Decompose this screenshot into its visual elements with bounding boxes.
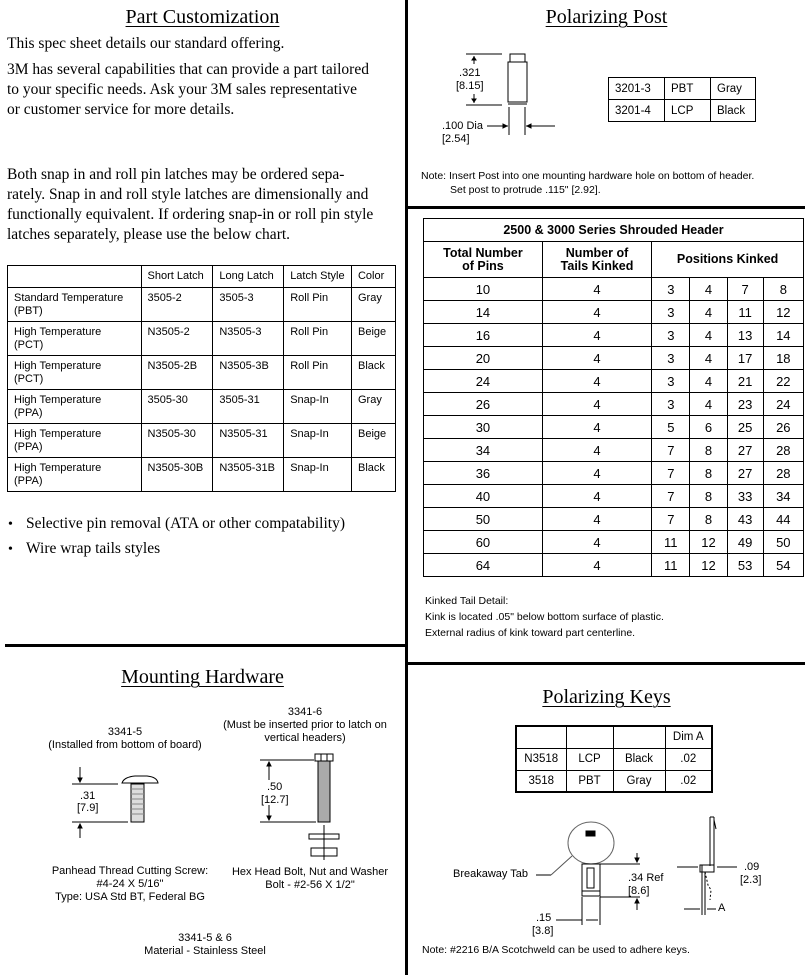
total-pins-cell: 24 bbox=[424, 370, 543, 393]
short-latch-cell: N3505-2B bbox=[141, 356, 213, 390]
polarizing-post-title: Polarizing Post bbox=[545, 6, 668, 28]
position-cell: 49 bbox=[727, 531, 763, 554]
total-pins-cell: 10 bbox=[424, 278, 543, 301]
type-line: Standard Temperature bbox=[14, 292, 124, 304]
color-cell: Gray bbox=[711, 78, 756, 100]
screw-note: (Installed from bottom of board) bbox=[48, 739, 202, 751]
bolt-note-line: (Must be inserted prior to latch on bbox=[223, 719, 387, 731]
table-caption: 2500 & 3000 Series Shrouded Header bbox=[424, 219, 804, 242]
total-pins-cell: 36 bbox=[424, 462, 543, 485]
long-latch-cell: 3505-3 bbox=[213, 288, 284, 322]
position-cell: 43 bbox=[727, 508, 763, 531]
color-cell: Beige bbox=[351, 424, 395, 458]
dim-inch: .50 bbox=[267, 781, 283, 793]
tails-kinked-cell: 4 bbox=[542, 462, 651, 485]
tails-kinked-cell: 4 bbox=[542, 508, 651, 531]
capabilities-line: 3M has several capabilities that can provide a part tailored bbox=[7, 61, 369, 78]
position-cell: 18 bbox=[763, 347, 803, 370]
latch-style-cell: Roll Pin bbox=[284, 322, 352, 356]
part-cell: N3518 bbox=[516, 748, 566, 770]
dim-inch: .321 bbox=[459, 67, 481, 79]
material-line: Material - Stainless Steel bbox=[144, 945, 266, 957]
type-line: (PCT) bbox=[14, 339, 44, 351]
type-line: (PPA) bbox=[14, 475, 43, 487]
part-cell: 3518 bbox=[516, 770, 566, 792]
type-line: (PCT) bbox=[14, 373, 44, 385]
position-cell: 5 bbox=[652, 416, 690, 439]
position-cell: 4 bbox=[690, 278, 727, 301]
long-latch-cell: N3505-31B bbox=[213, 458, 284, 492]
screw-desc-line: #4-24 X 5/16" bbox=[96, 878, 164, 890]
position-cell: 7 bbox=[727, 278, 763, 301]
screw-desc-line: Panhead Thread Cutting Screw: bbox=[51, 865, 209, 877]
tails-kinked-cell: 4 bbox=[542, 439, 651, 462]
position-cell: 3 bbox=[652, 393, 690, 416]
kink-detail-line: External radius of kink toward part centerline. bbox=[425, 627, 636, 639]
part-cell: 3201-4 bbox=[609, 100, 665, 122]
latch-style-cell: Roll Pin bbox=[284, 288, 352, 322]
type-line: (PPA) bbox=[14, 441, 43, 453]
long-latch-cell: N3505-3 bbox=[213, 322, 284, 356]
header-cell: Latch Style bbox=[284, 266, 352, 288]
key-side-dimension bbox=[740, 861, 761, 887]
position-cell: 13 bbox=[727, 324, 763, 347]
header-cell: Short Latch bbox=[141, 266, 213, 288]
total-pins-cell: 34 bbox=[424, 439, 543, 462]
position-cell: 12 bbox=[690, 554, 727, 577]
total-pins-cell: 30 bbox=[424, 416, 543, 439]
part-customization-title: Part Customization bbox=[125, 6, 280, 28]
position-cell: 3 bbox=[652, 370, 690, 393]
position-cell: 11 bbox=[727, 301, 763, 324]
dim-inch: .31 bbox=[80, 790, 96, 802]
color-cell: Gray bbox=[613, 770, 665, 792]
color-cell: Black bbox=[711, 100, 756, 122]
material-cell: LCP bbox=[566, 748, 613, 770]
total-pins-cell: 64 bbox=[424, 554, 543, 577]
intro-text: This spec sheet details our standard offering. bbox=[7, 35, 285, 52]
position-cell: 27 bbox=[727, 462, 763, 485]
color-cell: Gray bbox=[351, 288, 395, 322]
tails-kinked-cell: 4 bbox=[542, 324, 651, 347]
dim-inch: .09 bbox=[744, 861, 760, 873]
screw-part-number: 3341-5 bbox=[107, 726, 143, 738]
screw-desc-line: Type: USA Std BT, Federal BG bbox=[55, 891, 205, 903]
type-line: (PBT) bbox=[14, 305, 43, 317]
position-cell: 23 bbox=[727, 393, 763, 416]
latches-line: Both snap in and roll pin latches may be ordered sepa- bbox=[7, 166, 345, 183]
latch-style-cell: Snap-In bbox=[284, 458, 352, 492]
tails-kinked-cell: 4 bbox=[542, 301, 651, 324]
header-cell: Dim A bbox=[665, 726, 712, 748]
header-line: Number of bbox=[565, 245, 629, 260]
position-cell: 3 bbox=[652, 301, 690, 324]
latch-style-cell: Snap-In bbox=[284, 390, 352, 424]
position-cell: 12 bbox=[690, 531, 727, 554]
position-cell: 3 bbox=[652, 324, 690, 347]
position-cell: 3 bbox=[652, 347, 690, 370]
type-line: High Temperature bbox=[14, 428, 102, 440]
tails-kinked-cell: 4 bbox=[542, 370, 651, 393]
total-pins-cell: 16 bbox=[424, 324, 543, 347]
position-cell: 8 bbox=[690, 508, 727, 531]
long-latch-cell: 3505-31 bbox=[213, 390, 284, 424]
position-cell: 8 bbox=[690, 462, 727, 485]
key-width-dimension bbox=[532, 912, 553, 938]
color-cell: Black bbox=[351, 356, 395, 390]
total-pins-cell: 20 bbox=[424, 347, 543, 370]
position-cell: 3 bbox=[652, 278, 690, 301]
position-cell: 8 bbox=[763, 278, 803, 301]
tails-kinked-cell: 4 bbox=[542, 531, 651, 554]
bullet-item: • Selective pin removal (ATA or other compatability) bbox=[8, 512, 345, 537]
mounting-hardware-title: Mounting Hardware bbox=[121, 666, 284, 688]
dim-a-label: A bbox=[718, 902, 726, 914]
dim-mm: [3.8] bbox=[532, 925, 554, 937]
dim-mm: [8.6] bbox=[628, 885, 650, 897]
position-cell: 24 bbox=[763, 393, 803, 416]
material-cell: PBT bbox=[665, 78, 711, 100]
position-cell: 12 bbox=[763, 301, 803, 324]
material-cell: PBT bbox=[566, 770, 613, 792]
position-cell: 53 bbox=[727, 554, 763, 577]
position-cell: 26 bbox=[763, 416, 803, 439]
bolt-part-number: 3341-6 bbox=[287, 706, 323, 718]
color-cell: Black bbox=[351, 458, 395, 492]
tails-kinked-cell: 4 bbox=[542, 278, 651, 301]
short-latch-cell: N3505-30B bbox=[141, 458, 213, 492]
position-cell: 22 bbox=[763, 370, 803, 393]
long-latch-cell: N3505-3B bbox=[213, 356, 284, 390]
total-pins-cell: 60 bbox=[424, 531, 543, 554]
polarizing-keys-title: Polarizing Keys bbox=[542, 686, 671, 708]
position-cell: 4 bbox=[690, 324, 727, 347]
header-line: of Pins bbox=[462, 258, 504, 273]
dim-mm: [12.7] bbox=[261, 794, 289, 806]
position-cell: 11 bbox=[652, 554, 690, 577]
position-cell: 4 bbox=[690, 393, 727, 416]
latches-line: latches separately, please use the below chart. bbox=[7, 226, 291, 243]
note-line: Set post to protrude .115" [2.92]. bbox=[450, 184, 601, 196]
bolt-note-line: vertical headers) bbox=[264, 732, 346, 744]
tails-kinked-cell: 4 bbox=[542, 416, 651, 439]
position-cell: 7 bbox=[652, 508, 690, 531]
capabilities-line: to your specific needs. Ask your 3M sales representative bbox=[7, 81, 357, 98]
color-cell: Black bbox=[613, 748, 665, 770]
dim-mm: [2.54] bbox=[442, 133, 470, 145]
position-cell: 4 bbox=[690, 347, 727, 370]
tails-kinked-cell: 4 bbox=[542, 393, 651, 416]
position-cell: 8 bbox=[690, 439, 727, 462]
position-cell: 27 bbox=[727, 439, 763, 462]
position-cell: 50 bbox=[763, 531, 803, 554]
type-line: High Temperature bbox=[14, 462, 102, 474]
position-cell: 44 bbox=[763, 508, 803, 531]
short-latch-cell: N3505-30 bbox=[141, 424, 213, 458]
key-ref-dimension bbox=[628, 872, 663, 898]
position-cell: 17 bbox=[727, 347, 763, 370]
tails-kinked-cell: 4 bbox=[542, 347, 651, 370]
position-cell: 8 bbox=[690, 485, 727, 508]
tails-kinked-cell: 4 bbox=[542, 485, 651, 508]
dim-inch: .34 Ref bbox=[628, 872, 664, 884]
position-cell: 28 bbox=[763, 439, 803, 462]
position-cell: 4 bbox=[690, 301, 727, 324]
header-line: Total Number bbox=[443, 245, 523, 260]
bolt-desc-line: Bolt - #2-56 X 1/2" bbox=[265, 879, 355, 891]
position-cell: 7 bbox=[652, 462, 690, 485]
header-line: Tails Kinked bbox=[560, 258, 634, 273]
short-latch-cell: N3505-2 bbox=[141, 322, 213, 356]
position-cell: 34 bbox=[763, 485, 803, 508]
bolt-desc-line: Hex Head Bolt, Nut and Washer bbox=[231, 866, 389, 878]
position-cell: 4 bbox=[690, 370, 727, 393]
latch-style-cell: Snap-In bbox=[284, 424, 352, 458]
kink-detail-line: Kinked Tail Detail: bbox=[425, 595, 509, 607]
dim-inch: .100 Dia bbox=[442, 120, 483, 132]
bullet-item: • Wire wrap tails styles bbox=[8, 537, 345, 562]
position-cell: 7 bbox=[652, 439, 690, 462]
position-cell: 6 bbox=[690, 416, 727, 439]
capabilities-line: or customer service for more details. bbox=[7, 101, 235, 118]
breakaway-tab-label: Breakaway Tab bbox=[453, 868, 529, 880]
position-cell: 28 bbox=[763, 462, 803, 485]
tails-kinked-cell: 4 bbox=[542, 554, 651, 577]
dim-mm: [8.15] bbox=[456, 80, 484, 92]
position-cell: 25 bbox=[727, 416, 763, 439]
polarizing-keys-note: Note: #2216 B/A Scotchweld can be used to adhere keys. bbox=[422, 944, 690, 956]
header-cell: Long Latch bbox=[213, 266, 284, 288]
type-line: High Temperature bbox=[14, 326, 102, 338]
type-line: High Temperature bbox=[14, 360, 102, 372]
latch-style-cell: Roll Pin bbox=[284, 356, 352, 390]
type-line: High Temperature bbox=[14, 394, 102, 406]
position-cell: 14 bbox=[763, 324, 803, 347]
total-pins-cell: 14 bbox=[424, 301, 543, 324]
kink-detail-line: Kink is located .05" below bottom surface of plastic. bbox=[425, 611, 664, 623]
short-latch-cell: 3505-2 bbox=[141, 288, 213, 322]
position-cell: 33 bbox=[727, 485, 763, 508]
dim-mm: [2.3] bbox=[740, 874, 762, 886]
dim-inch: .15 bbox=[536, 912, 552, 924]
part-cell: 3201-3 bbox=[609, 78, 665, 100]
dim-a-cell: .02 bbox=[665, 770, 712, 792]
short-latch-cell: 3505-30 bbox=[141, 390, 213, 424]
position-cell: 11 bbox=[652, 531, 690, 554]
total-pins-cell: 40 bbox=[424, 485, 543, 508]
note-line: Note: Insert Post into one mounting hardware hole on bottom of header. bbox=[421, 170, 755, 182]
header-cell: Color bbox=[351, 266, 395, 288]
color-cell: Gray bbox=[351, 390, 395, 424]
material-cell: LCP bbox=[665, 100, 711, 122]
type-line: (PPA) bbox=[14, 407, 43, 419]
total-pins-cell: 26 bbox=[424, 393, 543, 416]
material-line: 3341-5 & 6 bbox=[178, 932, 232, 944]
long-latch-cell: N3505-31 bbox=[213, 424, 284, 458]
header-positions-kinked: Positions Kinked bbox=[652, 242, 804, 278]
color-cell: Beige bbox=[351, 322, 395, 356]
position-cell: 21 bbox=[727, 370, 763, 393]
dim-a-cell: .02 bbox=[665, 748, 712, 770]
total-pins-cell: 50 bbox=[424, 508, 543, 531]
latches-line: functionally equivalent. If ordering snap-in or roll pin style bbox=[7, 206, 374, 223]
position-cell: 54 bbox=[763, 554, 803, 577]
latches-line: rately. Snap in and roll style latches are dimensionally and bbox=[7, 186, 369, 203]
dim-mm: [7.9] bbox=[77, 802, 99, 814]
position-cell: 7 bbox=[652, 485, 690, 508]
